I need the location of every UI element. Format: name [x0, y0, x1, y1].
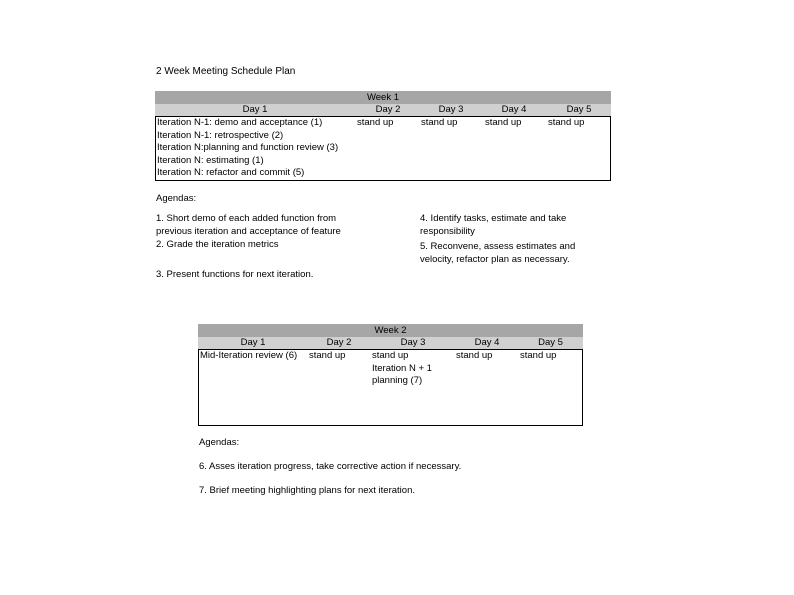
week2-day5-cell: stand up — [520, 350, 557, 361]
week1-body — [155, 116, 611, 181]
week2-day-header-row — [198, 337, 583, 349]
week1-table — [155, 91, 611, 182]
agenda-item-5-line2: velocity, refactor plan as necessary. — [420, 253, 570, 265]
week2-day5-header: Day 5 — [538, 337, 563, 348]
week1-day1-item: Iteration N-1: demo and acceptance (1) — [157, 117, 323, 128]
week1-day1-item: Iteration N: estimating (1) — [157, 154, 264, 166]
week2-day2-header: Day 2 — [326, 337, 352, 348]
agenda-item-5-line1: 5. Reconvene, assess estimates and — [420, 241, 576, 252]
week2-day1-cell: Mid-Iteration review (6) — [200, 350, 298, 361]
week1-day5-header: Day 5 — [566, 104, 592, 115]
agenda-item-1-line2: previous iteration and acceptance of feature — [156, 225, 341, 237]
week1-day4-header: Day 4 — [501, 104, 527, 115]
week1-day1-header: Day 1 — [242, 104, 268, 115]
week1-day-header-row — [155, 104, 611, 116]
week2-day4-header: Day 4 — [474, 337, 500, 348]
week2-day2-cell: stand up — [309, 350, 346, 361]
agendas1-heading: Agendas: — [156, 193, 197, 204]
week2-day4-cell: stand up — [456, 350, 493, 361]
agenda-item-4-line2: responsibility — [420, 225, 475, 237]
agenda-item-1-line1: 1. Short demo of each added function from — [156, 213, 337, 224]
week1-day4-cell: stand up — [485, 117, 522, 128]
agenda-item-3: 3. Present functions for next iteration. — [156, 269, 314, 280]
week2-day3-header: Day 3 — [400, 337, 426, 348]
week2-day3-cell-line1: stand up — [372, 350, 409, 361]
week1-day2-cell: stand up — [357, 117, 394, 128]
week1-day1-item: Iteration N:planning and function review (3) — [157, 142, 339, 153]
week1-day3-cell: stand up — [421, 117, 458, 128]
agenda-item-7: 7. Brief meeting highlighting plans for next iteration. — [199, 485, 415, 496]
week1-day2-header: Day 2 — [375, 104, 401, 115]
week2-table — [198, 324, 583, 426]
week2-day3-cell-line2: Iteration N + 1 — [372, 362, 432, 374]
week2-day3-cell-line3: planning (7) — [372, 375, 423, 386]
agendas2-heading: Agendas: — [199, 437, 240, 448]
week1-day1-item: Iteration N-1: retrospective (2) — [157, 129, 284, 141]
week1-day1-item: Iteration N: refactor and commit (5) — [157, 167, 305, 178]
week1-header: Week 1 — [155, 91, 611, 104]
week2-day1-header: Day 1 — [240, 337, 266, 348]
agenda-item-4-line1: 4. Identify tasks, estimate and take — [420, 213, 567, 224]
agenda-item-6: 6. Asses iteration progress, take corrective action if necessary. — [199, 461, 462, 472]
agenda-item-2: 2. Grade the iteration metrics — [156, 239, 279, 250]
week2-header: Week 2 — [198, 324, 583, 337]
week1-day3-header: Day 3 — [438, 104, 464, 115]
page-title: 2 Week Meeting Schedule Plan — [156, 66, 296, 77]
week1-day5-cell: stand up — [548, 117, 585, 128]
week2-body — [198, 349, 583, 426]
